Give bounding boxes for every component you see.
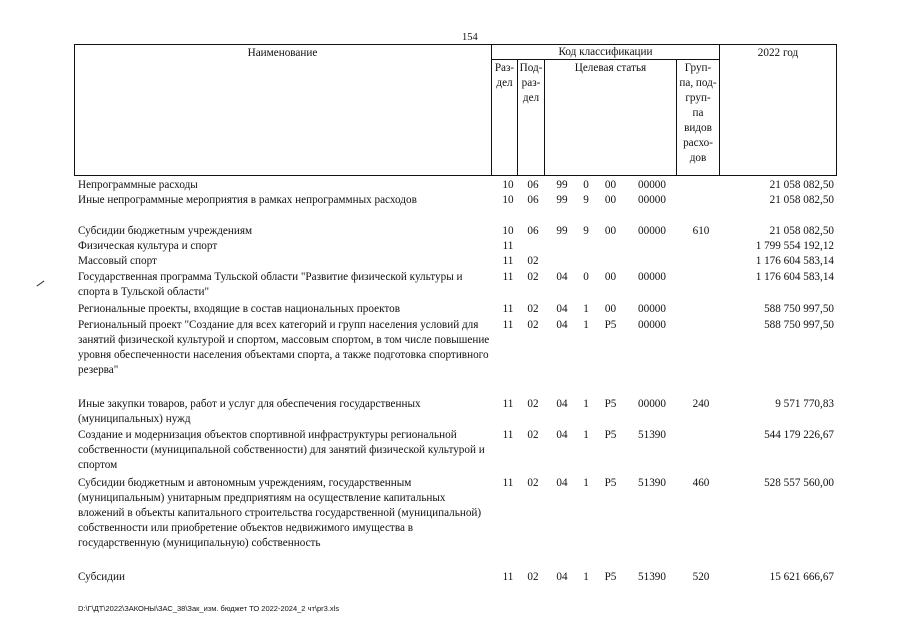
header-target: Целевая статья bbox=[574, 62, 647, 74]
header-sep-year bbox=[719, 44, 720, 176]
header-code: Код классификации bbox=[558, 46, 653, 58]
header-right-border bbox=[836, 44, 837, 176]
header-vr: Груп- па, под- груп- па видов расхо- дов bbox=[679, 62, 717, 164]
footer-file-path: D:\Г\ДТ\2022\ЗАКОНЫ\ЗАС_38\Зак_изм. бюджет ТО 2022-2024_2 чт\pr3.xls bbox=[78, 604, 340, 613]
header-sep-podrazdel bbox=[544, 59, 545, 176]
header-podrazdel: Под- раз- дел bbox=[519, 62, 543, 104]
header-bottom-border bbox=[74, 175, 837, 176]
header-name: Наименование bbox=[247, 47, 318, 59]
page-number: 154 bbox=[462, 32, 478, 43]
header-left-border bbox=[74, 44, 75, 176]
margin-mark bbox=[37, 281, 45, 287]
header-razdel: Раз- дел bbox=[494, 62, 515, 89]
table-header bbox=[74, 44, 837, 176]
header-top-border bbox=[74, 44, 837, 45]
header-year: 2022 год bbox=[757, 47, 799, 59]
